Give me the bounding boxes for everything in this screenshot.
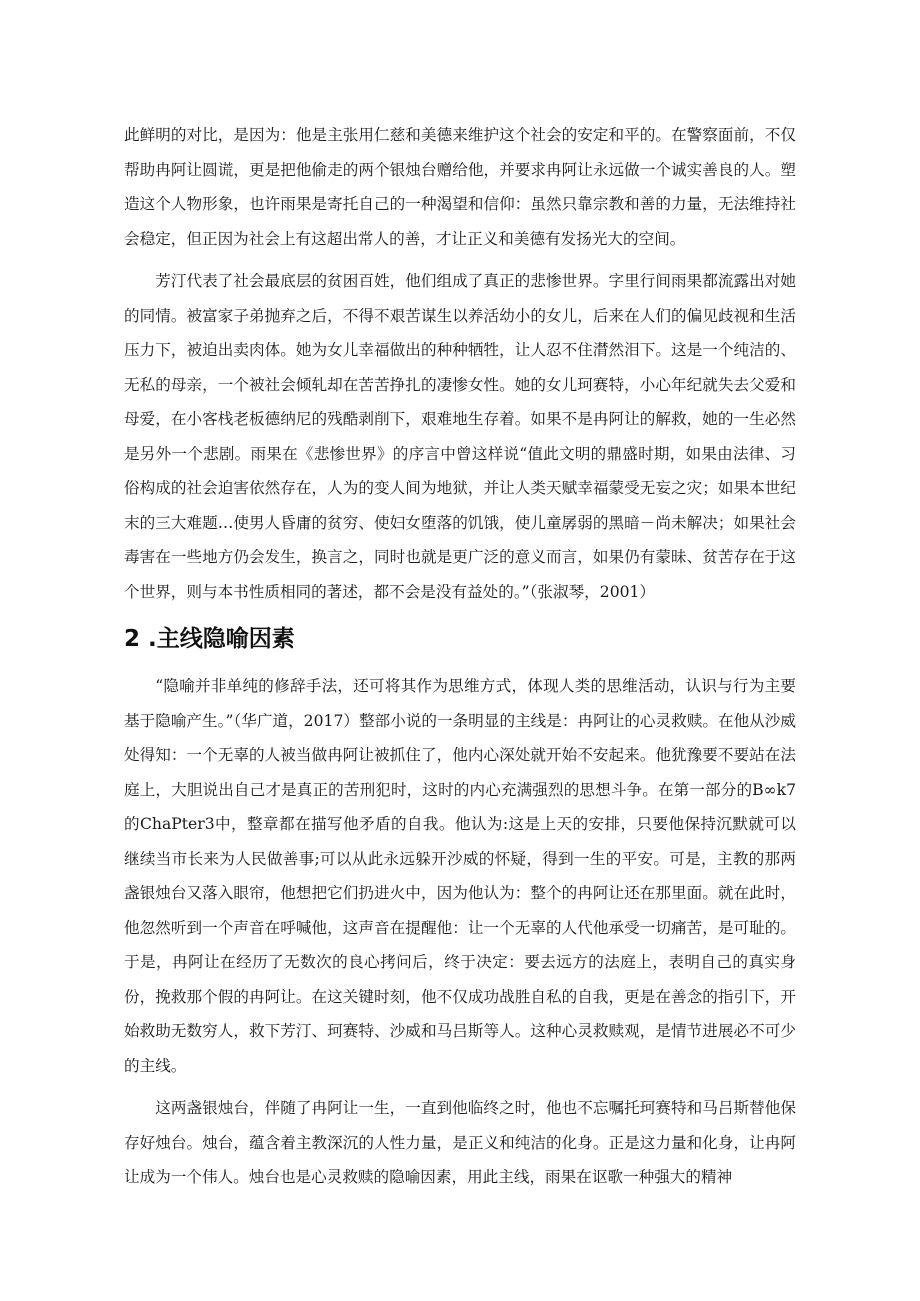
document-body xyxy=(124,118,796,1203)
paragraph-fantine: 芳汀代表了社会最底层的贫困百姓，他们组成了真正的悲惨世界。字里行间雨果都流露出对她的同情。被富家子弟抛弃之后，不得不艰苦谋生以养活幼小的女儿，后来在人们的偏见歧视和生活压力下，被迫出卖肉体。她为女儿幸福做出的种种牺牲，让人忍不住潸然泪下。这是一个纯洁的、无私的母亲，一个被社会倾轧却在苦苦挣扎的凄惨女性。她的女儿珂赛特，小心年纪就失去父爱和母爱，在小客栈老板德纳尼的残酷剥削下，艰难地生存着。如果不是冉阿让的解救，她的一生必然是另外一个悲剧。雨果在《悲惨世界》的序言中曾这样说“值此文明的鼎盛时期，如果由法律、习俗构成的社会迫害依然存在，人为的变人间为地狱，并让人类天赋幸福蒙受无妄之灾；如果本世纪末的三大难题…使男人昏庸的贫穷、使妇女堕落的饥饿，使儿童孱弱的黑暗－尚未解决；如果社会毒害在一些地方仍会发生，换言之，同时也就是更广泛的意义而言，如果仍有蒙昧、贫苦存在于这个世界，则与本书性质相同的著述，都不会是没有益处的。”（张淑琴，2001） xyxy=(124,272,796,601)
paragraph-candlesticks: 这两盏银烛台，伴随了冉阿让一生，一直到他临终之时，他也不忘嘱托珂赛特和马吕斯替他保存好烛台。烛台，蕴含着主教深沉的人性力量，是正义和纯洁的化身。正是这力量和化身，让冉阿让成为一个伟人。烛台也是心灵救赎的隐喻因素，用此主线，雨果在讴歌一种强大的精神 xyxy=(124,1099,796,1186)
paragraph-metaphor-mainline: “隐喻并非单纯的修辞手法，还可将其作为思维方式，体现人类的思维活动，认识与行为主要基于隐喻产生。”（华广道，2017）整部小说的一条明显的主线是：冉阿让的心灵救赎。在他从沙威处得知：一个无辜的人被当做冉阿让被抓住了，他内心深处就开始不安起来。他犹豫要不要站在法庭上，大胆说出自己才是真正的苦刑犯时，这时的内心充满强烈的思想斗争。在第一部分的B∞k7的ChaPter3中，整章都在描写他矛盾的自我。他认为:这是上天的安排，只要他保持沉默就可以继续当市长来为人民做善事;可以从此永远躲开沙威的怀疑，得到一生的平安。可是，主教的那两盏银烛台又落入眼帘，他想把它们扔进火中，因为他认为：整个的冉阿让还在那里面。就在此时，他忽然听到一个声音在呼喊他，这声音在提醒他：让一个无辜的人代他承受一切痛苦，是可耻的。于是，冉阿让在经历了无数次的良心拷问后，终于决定：要去远方的法庭上，表明自己的真实身份，挽救那个假的冉阿让。在这关键时刻，他不仅成功战胜自私的自我，更是在善念的指引下，开始救助无数穷人，救下芳汀、珂赛特、沙威和马吕斯等人。这种心灵救赎观，是情节进展必不可少的主线。 xyxy=(124,677,796,1075)
section-heading: 2 .主线隐喻因素 xyxy=(124,626,295,652)
paragraph-bishop-contrast: 此鲜明的对比，是因为：他是主张用仁慈和美德来维护这个社会的安定和平的。在警察面前，不仅帮助冉阿让圆谎，更是把他偷走的两个银烛台赠给他，并要求冉阿让永远做一个诚实善良的人。塑造这个人物形象，也许雨果是寄托自己的一种渴望和信仰：虽然只靠宗教和善的力量，无法维持社会稳定，但正因为社会上有这超出常人的善，才让正义和美德有发扬光大的空间。 xyxy=(124,126,796,248)
